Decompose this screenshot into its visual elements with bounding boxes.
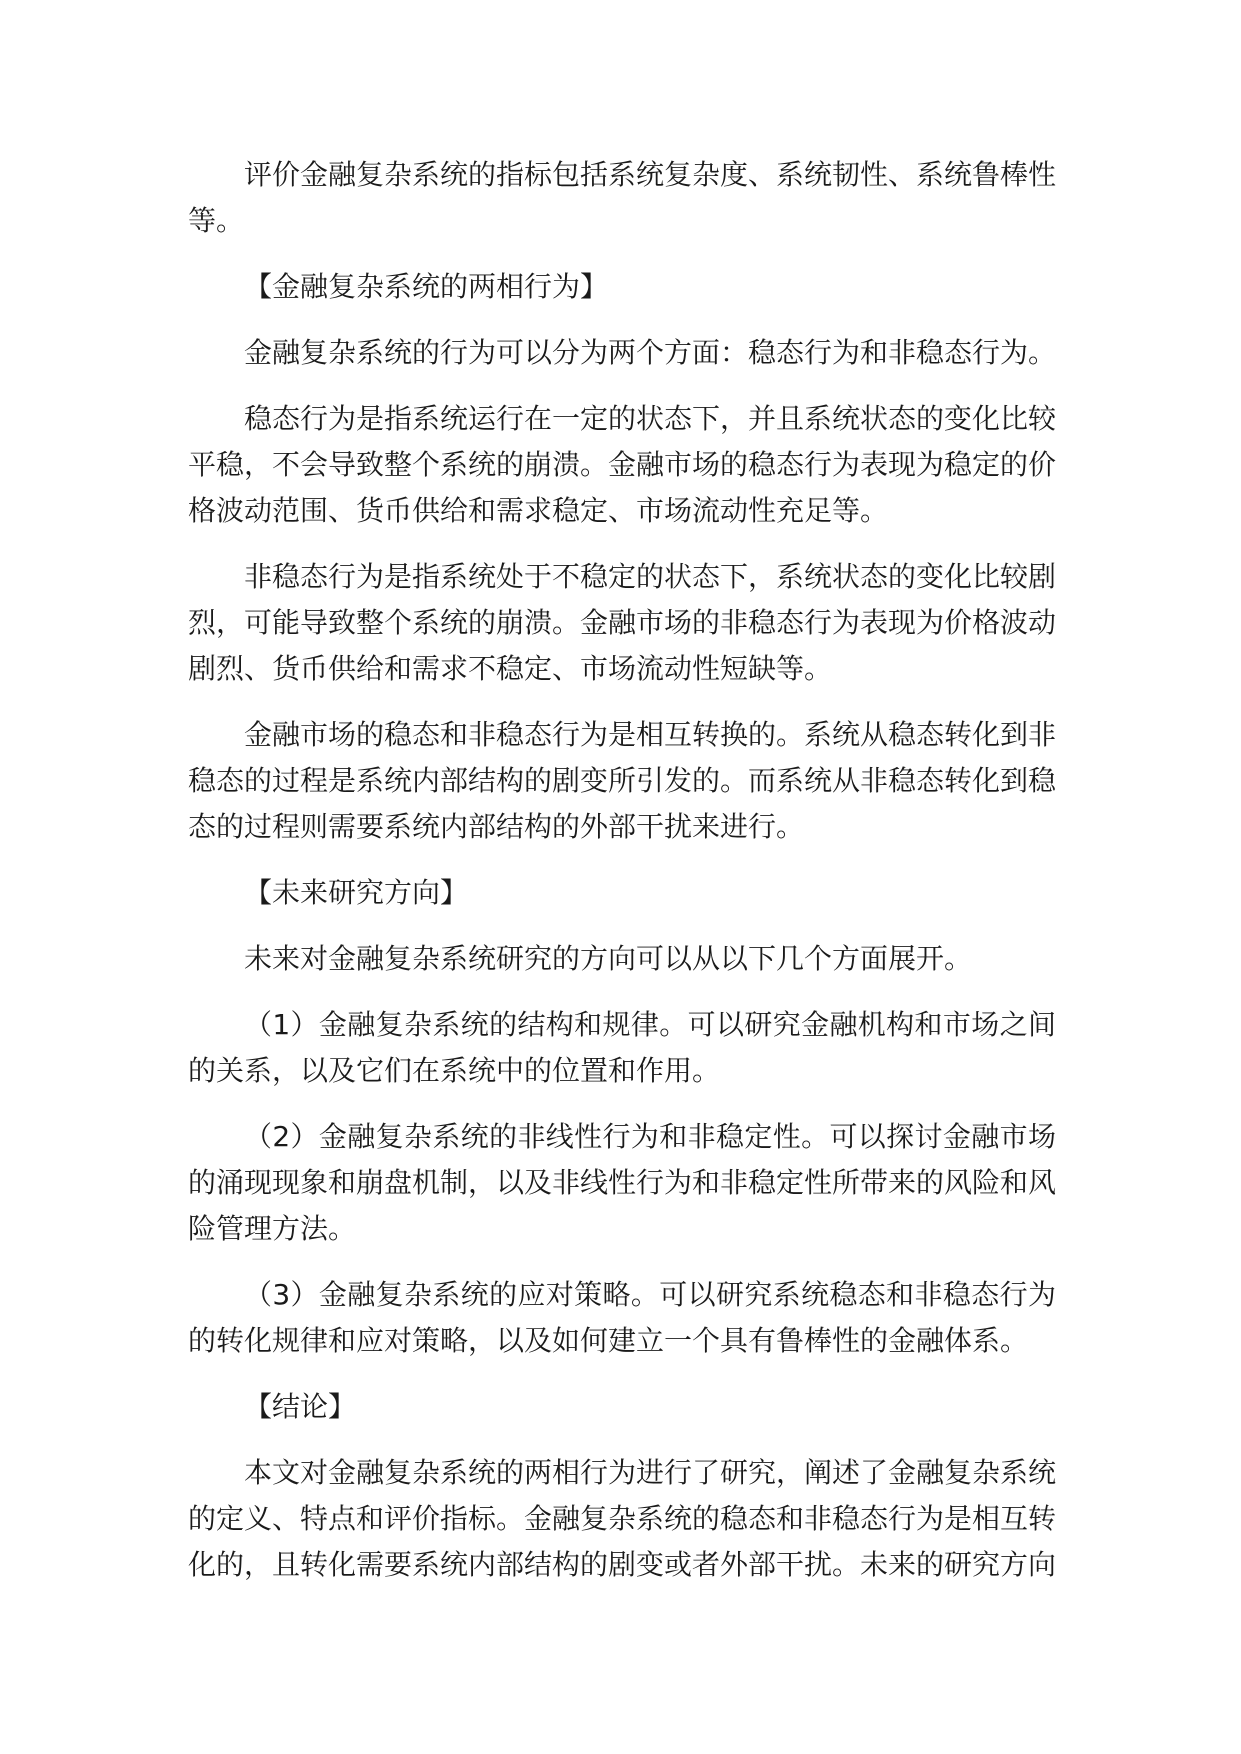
- paragraph-future-item-1: （1）金融复杂系统的结构和规律。可以研究金融机构和市场之间的关系，以及它们在系统中的位置和作用。: [188, 1008, 1056, 1087]
- paragraph-state-transition: 金融市场的稳态和非稳态行为是相互转换的。系统从稳态转化到非稳态的过程是系统内部结构的剧变所引发的。而系统从非稳态转化到稳态的过程则需要系统内部结构的外部干扰来进行。: [188, 718, 1057, 843]
- paragraph-future-intro: 未来对金融复杂系统研究的方向可以从以下几个方面展开。: [244, 942, 973, 975]
- section-heading-future-research: 【未来研究方向】: [244, 876, 469, 909]
- paragraph-conclusion: 本文对金融复杂系统的两相行为进行了研究，阐述了金融复杂系统的定义、特点和评价指标。金融复杂系统的稳态和非稳态行为是相互转化的，且转化需要系统内部结构的剧变或者外部干扰。未来的研究方向: [188, 1456, 1057, 1581]
- paragraph-steady-state: 稳态行为是指系统运行在一定的状态下，并且系统状态的变化比较平稳，不会导致整个系统的崩溃。金融市场的稳态行为表现为稳定的价格波动范围、货币供给和需求稳定、市场流动性充足等。: [188, 402, 1057, 527]
- paragraph-behavior-split: 金融复杂系统的行为可以分为两个方面：稳态行为和非稳态行为。: [244, 336, 1057, 369]
- paragraph-non-steady-state: 非稳态行为是指系统处于不稳定的状态下，系统状态的变化比较剧烈，可能导致整个系统的崩溃。金融市场的非稳态行为表现为价格波动剧烈、货币供给和需求不稳定、市场流动性短缺等。: [188, 560, 1057, 685]
- paragraph-indicators: 评价金融复杂系统的指标包括系统复杂度、系统韧性、系统鲁棒性等。: [188, 158, 1057, 237]
- section-heading-two-phase: 【金融复杂系统的两相行为】: [244, 270, 609, 303]
- paragraph-future-item-3: （3）金融复杂系统的应对策略。可以研究系统稳态和非稳态行为的转化规律和应对策略，以及如何建立一个具有鲁棒性的金融体系。: [188, 1278, 1056, 1357]
- paragraph-future-item-2: （2）金融复杂系统的非线性行为和非稳定性。可以探讨金融市场的涌现现象和崩盘机制，以及非线性行为和非稳定性所带来的风险和风险管理方法。: [188, 1120, 1057, 1245]
- section-heading-conclusion: 【结论】: [244, 1390, 357, 1423]
- document-body: [188, 152, 1056, 1608]
